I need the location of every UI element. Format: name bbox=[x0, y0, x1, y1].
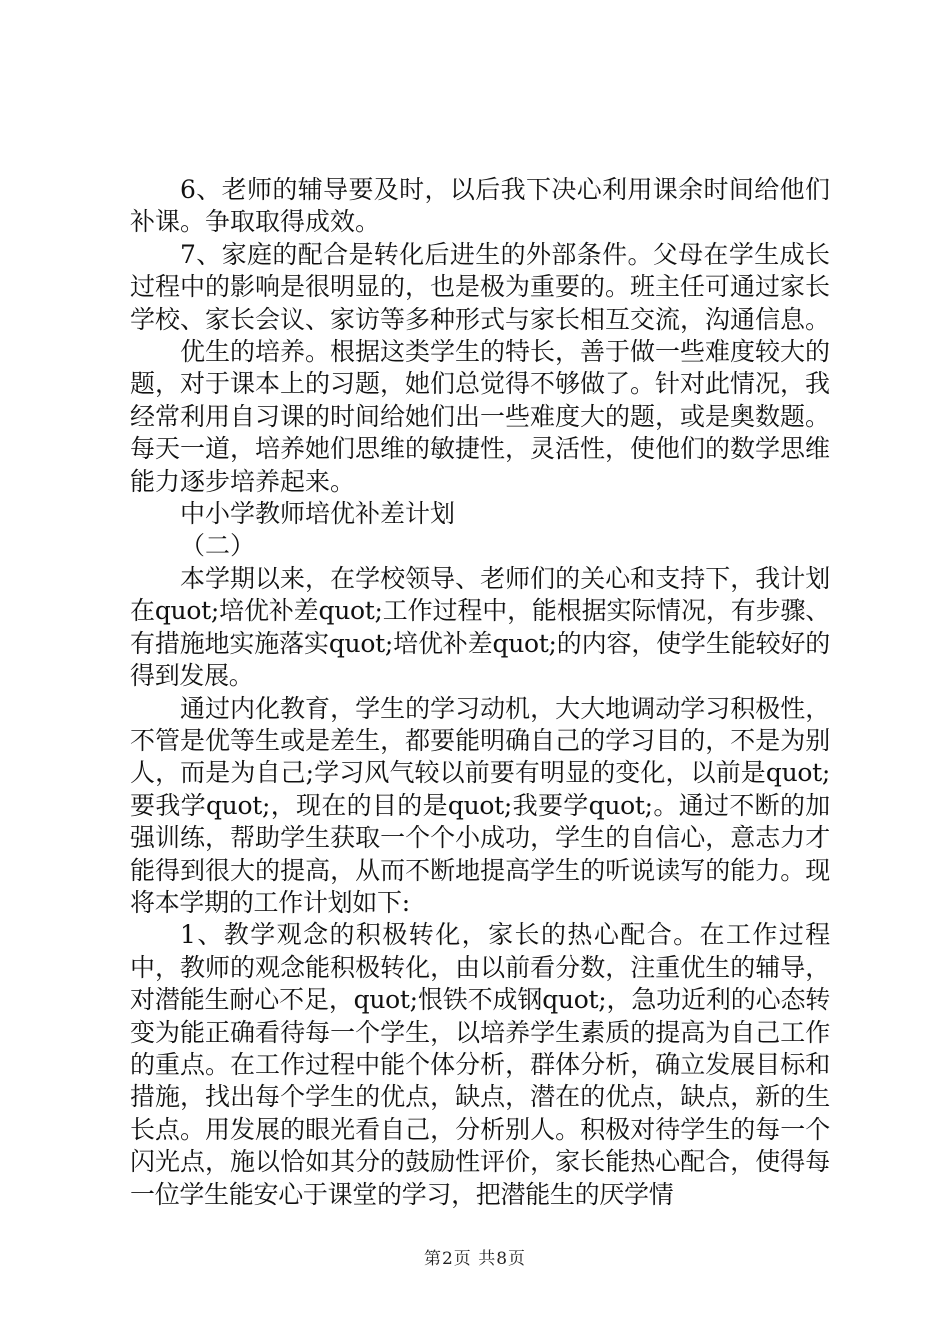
paragraph-item-6: 6、老师的辅导要及时，以后我下决心利用课余时间给他们补课。争取取得成效。 bbox=[130, 175, 830, 237]
paragraph-top-students: 优生的培养。根据这类学生的特长，善于做一些难度较大的题，对于课本上的习题，她们总觉得不够做了。针对此情况，我经常利用自习课的时间给她们出一些难度大的题，或是奥数题。每天一道，培养她们思维的敏捷性，灵活性，使他们的数学思维能力逐步培养起来。 bbox=[130, 337, 831, 496]
paragraph-education: 通过内化教育，学生的学习动机，大大地调动学习积极性，不管是优等生或是差生，都要能明确自己的学习目的，不是为别人，而是为自己;学习风气较以前要有明显的变化，以前是quot;要我学quot;，现在的目的是quot;我要学quot;。通过不断的加强训练，帮助学生获取一个个小成功，学生的自信心，意志力才能得到很大的提高，从而不断地提高学生的听说读写的能力。现将本学期的工作计划如下: bbox=[130, 693, 830, 917]
section-number: （二） bbox=[180, 531, 256, 561]
section-title: 中小学教师培优补差计划 bbox=[180, 499, 456, 529]
paragraph-intro: 本学期以来，在学校领导、老师们的关心和支持下，我计划在quot;培优补差quot;工作过程中，能根据实际情况，有步骤、有措施地实施落实quot;培优补差quot;的内容，使学生能较好的得到发展。 bbox=[130, 563, 830, 691]
page-footer: 第2页 共8页 bbox=[423, 1249, 527, 1269]
paragraph-item-7: 7、家庭的配合是转化后进生的外部条件。父母在学生成长过程中的影响是很明显的，也是极为重要的。班主任可通过家长学校、家长会议、家访等多种形式与家长相互交流，沟通信息。 bbox=[130, 239, 831, 334]
document-body bbox=[130, 174, 830, 1211]
paragraph-item-1: 1、教学观念的积极转化，家长的热心配合。在工作过程中，教师的观念能积极转化，由以前看分数，注重优生的辅导，对潜能生耐心不足，quot;恨铁不成钢quot;，急功近利的心态转变为能正确看待每一个学生，以培养学生素质的提高为自己工作的重点。在工作过程中能个体分析，群体分析，确立发展目标和措施，找出每个学生的优点，缺点，潜在的优点，缺点，新的生长点。用发展的眼光看自己，分析别人。积极对待学生的每一个闪光点，施以恰如其分的鼓励性评价，家长能热心配合，使得每一位学生能安心于课堂的学习，把潜能生的厌学情 bbox=[130, 920, 830, 1209]
